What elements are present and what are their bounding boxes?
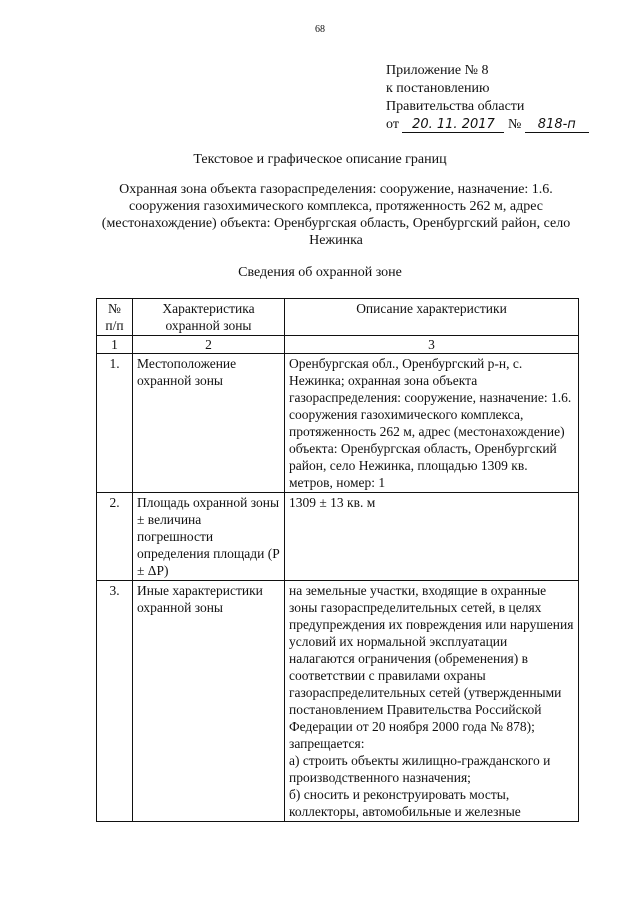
column-number-row [97, 336, 579, 354]
appendix-block [386, 62, 589, 134]
table-row [97, 581, 579, 822]
description-paragraph: на земельные участки, входящие в охранные зоны газораспределительных сетей, в целях предупреждения их повреждения или нарушения условий их нормальной эксплуатации налагаются ограничения (обременения) в соответствии с правилами охраны газораспределительных сетей (утвержденными постановлением Правительства Российской Федерации от 20 ноября 2000 года № 878); [289, 583, 574, 734]
description-paragraph: запрещается: [289, 736, 365, 751]
appendix-line: Приложение № 8 [386, 63, 489, 78]
number-label: № [507, 117, 522, 132]
handwritten-number: 818-п [525, 118, 589, 133]
row-number: 1. [97, 354, 133, 493]
row-description: Оренбургская обл., Оренбургский р-н, с. Нежинка; охранная зона объекта газораспределения: сооружение, назначение: 1.6. сооружения газохимического комплекса, протяженность 262 м, адрес (местонахождение) объекта: Оренбургская область, Оренбургский район, село Нежинка, площадью 1309 кв. метров, номер: 1 [285, 354, 579, 493]
zone-table [96, 298, 579, 822]
table-header-cell: Описание характеристики [285, 299, 579, 336]
section-title: Сведения об охранной зоне [238, 265, 402, 280]
table-header-row [97, 299, 579, 336]
row-number: 2. [97, 493, 133, 581]
table-header-cell: Характеристика охранной зоны [133, 299, 285, 336]
description-paragraph: а) строить объекты жилищно-гражданского и производственного назначения; [289, 753, 551, 785]
appendix-line: Правительства области [386, 99, 525, 114]
table-header-cell: № п/п [97, 299, 133, 336]
column-number-cell: 2 [133, 336, 285, 354]
description-paragraph: б) сносить и реконструировать мосты, коллекторы, автомобильные и железные [289, 787, 521, 819]
row-characteristic: Иные характеристики охранной зоны [133, 581, 285, 822]
table-row [97, 493, 579, 581]
column-number-cell: 3 [285, 336, 579, 354]
row-description: 1309 ± 13 кв. м [285, 493, 579, 581]
table-row [97, 354, 579, 493]
from-label: от [386, 117, 399, 132]
handwritten-date: 20. 11. 2017 [402, 118, 504, 133]
row-characteristic: Местоположение охранной зоны [133, 354, 285, 493]
appendix-date-line [386, 116, 589, 134]
row-number: 3. [97, 581, 133, 822]
row-characteristic: Площадь охранной зоны ± величина погрешности определения площади (P ± ΔP) [133, 493, 285, 581]
page-number: 68 [315, 24, 325, 35]
appendix-line: к постановлению [386, 81, 490, 96]
object-description: Охранная зона объекта газораспределения: сооружение, назначение: 1.6. сооружения газохимического комплекса, протяженность 262 м, адрес (местонахождение) объекта: Оренбургская область, Оренбургский район, село Нежинка [101, 182, 571, 248]
row-description [285, 581, 579, 822]
column-number-cell: 1 [97, 336, 133, 354]
document-title: Текстовое и графическое описание границ [193, 152, 447, 167]
